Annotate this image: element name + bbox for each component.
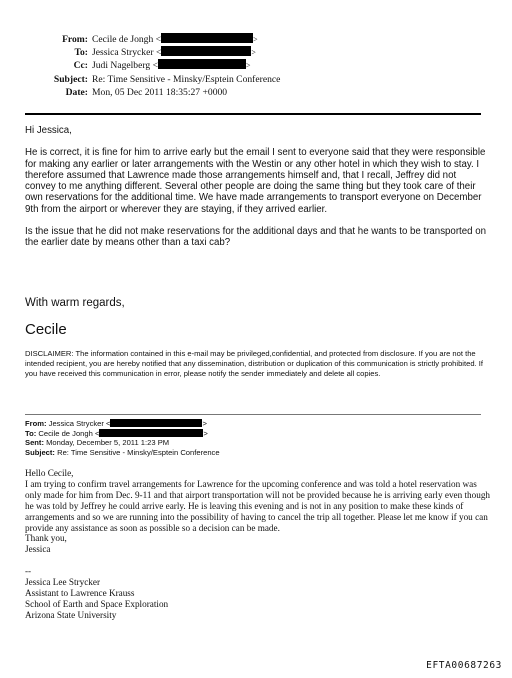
fwd-to-value: Cecile de Jongh < <box>38 428 100 438</box>
fwd-thanks: Thank you, <box>25 533 67 544</box>
subject-label: Subject: <box>53 73 88 85</box>
reply-body <box>25 125 487 260</box>
fwd-to-label: To: <box>25 428 37 438</box>
disclaimer: DISCLAIMER: The information contained in this e-mail may be privileged,confidential, and protected from disclosure. If you are not the intended recipient, you are hereby notified that any dissemination, distribution or duplication of this communication is strictly prohibited. If you have received this communication in error, please notify the sender immediately and delete all copies. <box>25 349 483 378</box>
to-label: To: <box>74 47 88 59</box>
sig-dash: -- <box>25 566 32 577</box>
fwd-subject-label: Subject: <box>25 447 55 457</box>
from-label: From: <box>62 34 88 45</box>
fwd-to-row: To: Cecile de Jongh < > <box>25 428 208 438</box>
forwarded-body <box>25 468 491 621</box>
email-header <box>0 33 300 99</box>
cc-label: Cc: <box>73 60 88 72</box>
reply-paragraph-1: He is correct, it is fine for him to arrive early but the email I sent to everyone said that they were responsible for making any earlier or later arrangements with the Westin or any other hotel in which they wish to stay. I therefore assumed that Lawrence made those arrangements himself and, that I recall, Jeffrey did not convey to me anything different. Several other people are doing the same thing but they took care of their own reservations for the additional time. We have made arrangements to transport everyone on December 9th from the airport or wherever they are staying, if they arrived earlier. <box>25 147 486 215</box>
signature: Cecile <box>25 321 67 338</box>
forwarded-header <box>25 419 325 457</box>
fwd-subject-value: Re: Time Sensitive - Minsky/Esptein Conference <box>57 447 220 457</box>
fwd-name: Jessica <box>25 544 51 555</box>
header-subject-row <box>0 73 300 86</box>
fwd-sent-value: Monday, December 5, 2011 1:23 PM <box>46 438 170 448</box>
reply-greeting: Hi Jessica, <box>25 125 72 136</box>
redaction-bar <box>161 46 251 56</box>
subject-value: Re: Time Sensitive - Minsky/Esptein Conference <box>92 73 281 85</box>
fwd-from-row: From: Jessica Strycker < > <box>25 419 207 428</box>
closing: With warm regards, <box>25 297 125 309</box>
to-value: Jessica Strycker < <box>92 47 162 59</box>
header-to-row: To: Jessica Strycker < > <box>74 47 256 59</box>
fwd-subject-row <box>25 448 325 458</box>
header-from-row: From: Cecile de Jongh < > <box>62 34 258 45</box>
sig-title: Assistant to Lawrence Krauss <box>25 588 135 599</box>
fwd-sent-label: Sent: <box>25 438 44 448</box>
fwd-greeting: Hello Cecile, <box>25 468 74 478</box>
date-label: Date: <box>65 86 88 98</box>
reply-paragraph-2: Is the issue that he did not make reservations for the additional days and that he wants to be transported on the earlier date by means other than a taxi cab? <box>25 226 486 249</box>
redaction-bar <box>110 419 202 427</box>
fwd-from-value: Jessica Strycker < <box>48 419 111 428</box>
redaction-bar <box>158 59 246 69</box>
sig-university: Arizona State University <box>25 609 117 620</box>
redaction-bar <box>161 33 253 43</box>
cc-value: Judi Nagelberg < <box>92 60 158 72</box>
redaction-bar <box>99 429 203 437</box>
header-date-row <box>0 86 300 99</box>
date-value: Mon, 05 Dec 2011 18:35:27 +0000 <box>92 86 228 98</box>
sig-name: Jessica Lee Strycker <box>25 577 100 588</box>
from-value: Cecile de Jongh < <box>92 34 162 45</box>
fwd-sent-row <box>25 438 325 448</box>
bates-number: EFTA00687263 <box>426 660 502 671</box>
fwd-body-text: I am trying to confirm travel arrangements for Lawrence for the upcoming conference and was told a hotel reservation was only made for him from Dec. 9-11 and that airport transportation will not be provided because he is arriving early even though he was told by Jeffrey he could arrive early. He is leaving this evening and is not in any position to make these kinds of arrangements and so we are running into the possibility of having to cancel the trip all together. Please let me know if you can provide any assistance as soon as possible so a decision can be made. <box>25 478 491 533</box>
sig-school: School of Earth and Space Exploration <box>25 598 169 609</box>
header-cc-row: Cc: Judi Nagelberg < > <box>73 60 251 72</box>
fwd-from-label: From: <box>25 419 47 428</box>
forward-divider <box>25 414 481 415</box>
header-divider <box>25 113 481 115</box>
